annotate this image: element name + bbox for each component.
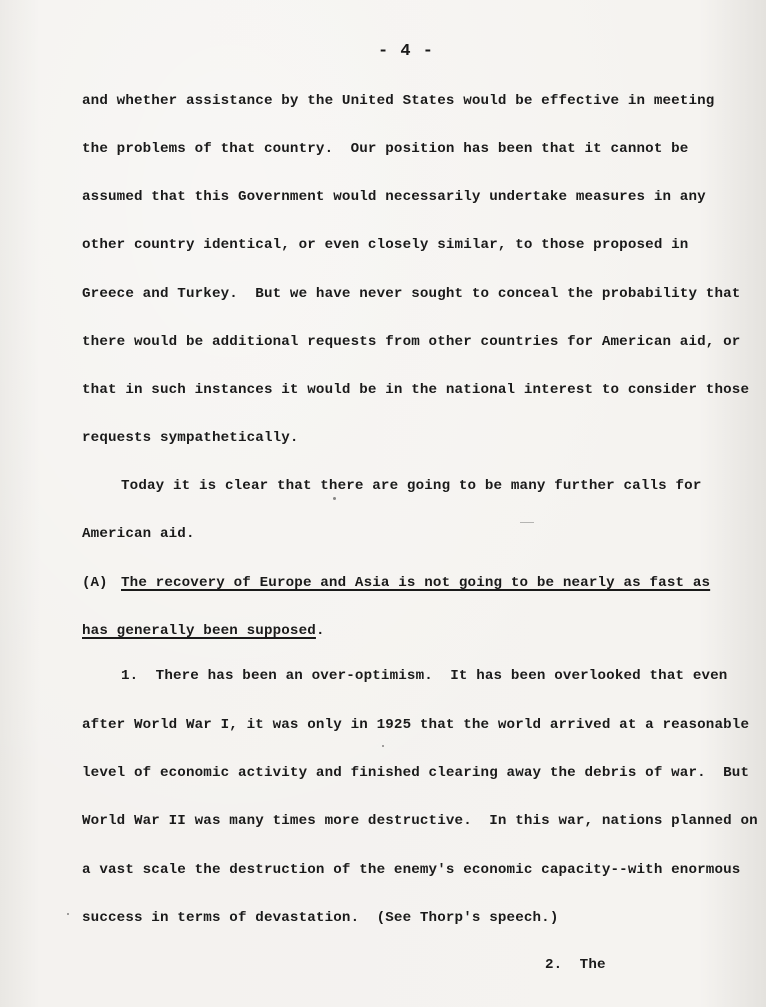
scan-speck [520,522,534,523]
text-line: requests sympathetically. [82,430,299,446]
text-line: assumed that this Government would necessarily undertake measures in any [82,189,706,205]
section-heading-period: . [315,623,325,639]
continuation-text: 2. The [545,957,606,973]
section-heading-line-2 [82,622,325,640]
text-line: the problems of that country. Our position has been that it cannot be [82,141,689,157]
text-line: Today it is clear that there are going to be many further calls for [121,478,702,494]
text-line: World War II was many times more destructive. In this war, nations planned on [82,813,758,829]
text-line: and whether assistance by the United States would be effective in meeting [82,93,715,109]
scan-speck [333,497,336,500]
text-line: level of economic activity and finished clearing away the debris of war. But [82,765,750,781]
section-label: (A) [82,575,108,591]
section-heading-underlined: has generally been supposed [82,623,316,639]
text-line: Greece and Turkey. But we have never sought to conceal the probability that [82,286,741,302]
text-line: American aid. [82,526,195,542]
text-line: other country identical, or even closely similar, to those proposed in [82,237,689,253]
page-number: - 4 - [378,42,435,61]
text-line: there would be additional requests from other countries for American aid, or [82,334,741,350]
text-line: that in such instances it would be in the national interest to consider those [82,382,750,398]
scan-speck [382,745,384,747]
text-line: after World War I, it was only in 1925 that the world arrived at a reasonable [82,717,750,733]
scan-speck [67,913,69,915]
text-line: a vast scale the destruction of the enemy's economic capacity--with enormous [82,862,741,878]
text-line: 1. There has been an over-optimism. It has been overlooked that even [121,668,728,684]
section-heading-line: The recovery of Europe and Asia is not going to be nearly as fast as [121,575,711,591]
text-line: success in terms of devastation. (See Thorp's speech.) [82,910,559,926]
